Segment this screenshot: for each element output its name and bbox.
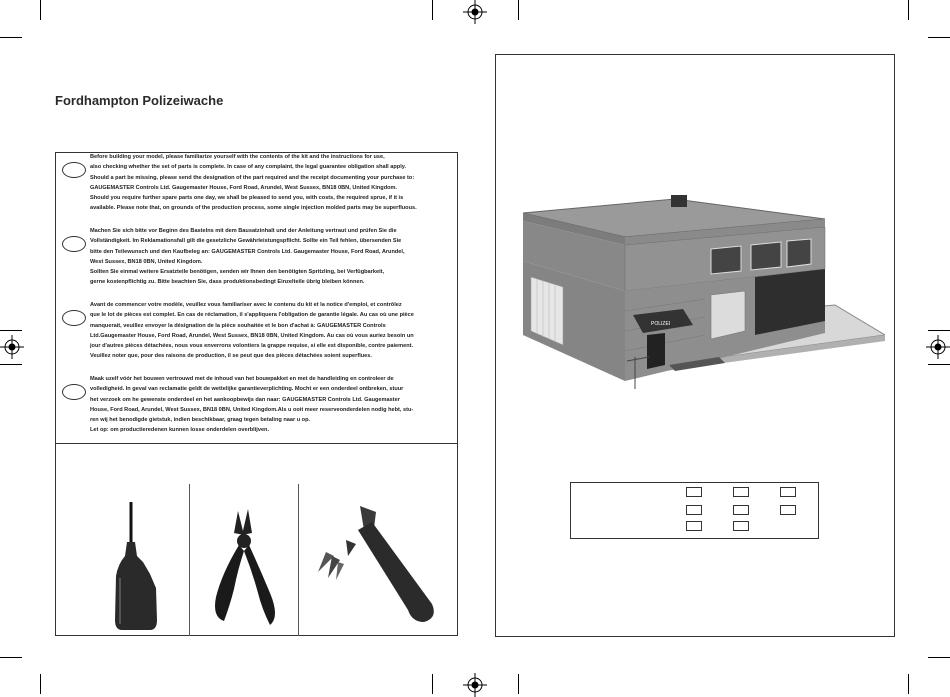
part-square: [733, 487, 749, 497]
instruction-line: Ltd.Gaugemaster House, Ford Road, Arundel, West Sussex, BN18 0BN, United Kingdom. Au cas où vous auriez besoin un: [90, 332, 414, 339]
page-title: Fordhampton Polizeiwache: [55, 93, 224, 108]
police-sign: POLIZEI: [651, 321, 671, 327]
part-square: [780, 505, 796, 515]
crop-mark: [432, 674, 433, 694]
instruction-line: Sollten Sie einmal weitere Ersatzteile benötigen, senden wir Ihnen den benötigten Spritzling, bei Verfügbarkeit,: [90, 269, 385, 276]
crop-mark: [908, 0, 909, 20]
instruction-line: que le lot de pièces est complet. En cas de réclamation, il s'appliquera l'obligation de garantie légale. Au cas où une pièce: [90, 312, 414, 319]
police-station-model-illustration: [515, 185, 885, 415]
instruction-line: House, Ford Road, Arundel, West Sussex, BN18 0BN, United Kingdom.Als u ooit meer reserveonderdelen nodig hebt, stu-: [90, 406, 414, 413]
crop-mark: [40, 674, 41, 694]
instruction-line: available. Please note that, on grounds of the production process, some single injection molded parts may be superfluous.: [90, 205, 417, 212]
instructions-nl: [90, 374, 455, 436]
tool-divider: [189, 484, 190, 636]
side-cutters-icon: [204, 505, 284, 633]
registration-mark-icon: [463, 0, 487, 24]
crop-mark: [0, 330, 22, 331]
instruction-line: Veuillez noter que, pour des raisons de production, il se peut que des pièces détachées soient superflues.: [90, 353, 372, 360]
instruction-line: gerne kostenpflichtig zu. Bitte beachten Sie, dass produktionsbedingt Einzelteile übrig bleiben können.: [90, 279, 365, 286]
instructions-en: [90, 152, 455, 214]
instruction-line: het verzoek om he gewenste onderdeel en het aankoopbewijs dan naar: GAUGEMASTER Controls Ltd. Gaugemaster: [90, 396, 400, 403]
language-marker-nl: [62, 384, 86, 400]
instruction-line: jour d'autres pièces détachées, nous vous enverrons volontiers la grappe requise, si elle est disponible, contre paiement.: [90, 343, 414, 350]
crop-mark: [928, 37, 950, 38]
registration-mark-icon: [926, 335, 950, 359]
crop-mark: [0, 37, 22, 38]
crop-mark: [432, 0, 433, 20]
crop-mark: [928, 330, 950, 331]
part-square: [686, 505, 702, 515]
registration-mark-icon: [463, 673, 487, 697]
instruction-line: Avant de commencer votre modèle, veuillez vous familiariser avec le contenu du kit et la notice d'emploi, et contrôlez: [90, 302, 402, 308]
instruction-line: Vollständigkeit. Im Reklamationsfall gilt die gesetzliche Gewährleistungspflicht. Sollte ein Teil fehlen, übersenden Sie: [90, 238, 402, 245]
crop-mark: [518, 674, 519, 694]
language-marker-en: [62, 162, 86, 178]
instruction-line: volledigheid. In geval van reclamatie geldt de wettelijke garantieverplichting. Mocht er een onderdeel ontbreken, stuur: [90, 386, 404, 393]
instruction-line: manquerait, veuillez envoyer la désignation de la pièce souhaitée et le bon d'achat à: GAUGEMASTER Controls: [90, 322, 386, 329]
instruction-line: West Sussex, BN18 0BN, United Kingdom.: [90, 258, 203, 265]
language-marker-de: [62, 236, 86, 252]
tools-separator: [55, 443, 458, 444]
crop-mark: [40, 0, 41, 20]
crop-mark: [928, 364, 950, 365]
instruction-line: Machen Sie sich bitte vor Beginn des Bastelns mit dem Bausatzinhalt und der Anleitung vertraut und prüfen Sie die: [90, 228, 397, 234]
instructions-de: [90, 226, 455, 288]
hobby-knife-icon: [312, 500, 452, 634]
instructions-fr: [90, 300, 455, 362]
crop-mark: [518, 0, 519, 20]
crop-mark: [0, 657, 22, 658]
registration-mark-icon: [0, 335, 24, 359]
instruction-line: Let op: om productieredenen kunnen losse onderdelen overblijven.: [90, 427, 270, 434]
part-square: [733, 505, 749, 515]
tool-divider: [298, 484, 299, 636]
instruction-line: Before building your model, please familiarize yourself with the contents of the kit and the instructions for use,: [90, 154, 385, 160]
instruction-line: GAUGEMASTER Controls Ltd. Gaugemaster House, Ford Road, Arundel, West Sussex, BN18 0BN, United Kingdom.: [90, 184, 398, 191]
instruction-line: also checking whether the set of parts is complete. In case of any complaint, the legal guarantee obligation shall apply.: [90, 164, 407, 171]
glue-bottle-icon: [110, 500, 170, 634]
crop-mark: [928, 657, 950, 658]
language-marker-fr: [62, 310, 86, 326]
part-square: [733, 521, 749, 531]
part-square: [780, 487, 796, 497]
instruction-line: bitte den Teilewunsch und den Kaufbeleg an: GAUGEMASTER Controls Ltd. Gaugemaster House, Ford Road, Arundel,: [90, 248, 405, 255]
instruction-line: ren wij het benodigde gietstuk, indien beschikbaar, graag tegen betaling naar u op.: [90, 417, 311, 424]
crop-mark: [0, 364, 22, 365]
instruction-line: Maak uzelf vóór het bouwen vertrouwd met de inhoud van het bouwpakket en met de handleiding en controleer de: [90, 376, 394, 382]
instruction-line: Should a part be missing, please send the designation of the part required and the receipt documenting your purchase to:: [90, 174, 415, 181]
crop-mark: [908, 674, 909, 694]
part-square: [686, 487, 702, 497]
part-square: [686, 521, 702, 531]
instruction-line: Should you require further spare parts one day, we shall be pleased to send you, with costs, the required sprue, if it is: [90, 195, 404, 202]
